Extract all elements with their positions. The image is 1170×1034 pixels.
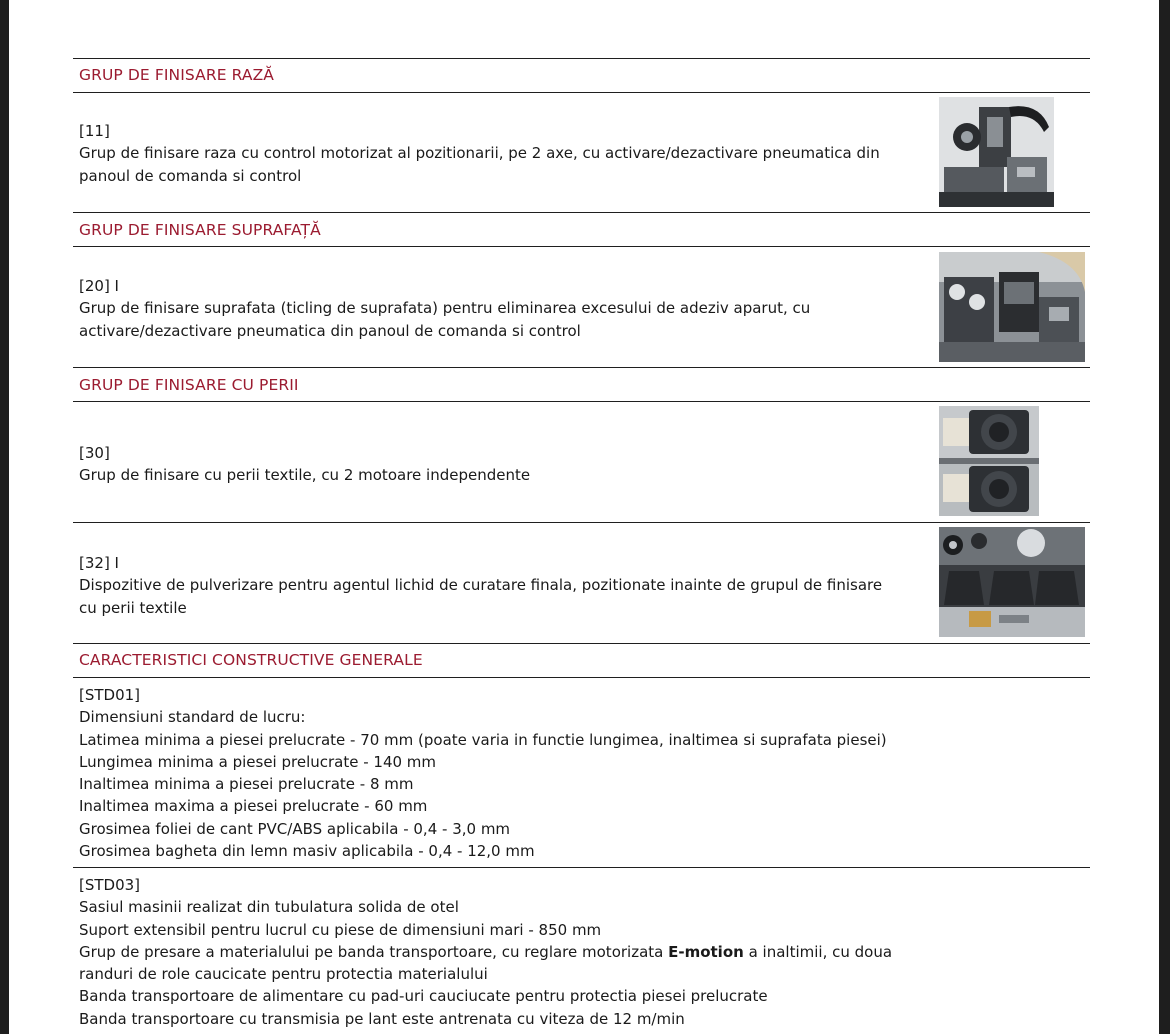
std-code: [STD03] [79, 876, 141, 894]
std-line: Inaltimea maxima a piesei prelucrate - 60 mm [79, 797, 428, 816]
divider [73, 367, 1090, 368]
divider [73, 246, 1090, 247]
std-line: randuri de role caucicate pentru protectia materialului [79, 965, 488, 984]
item-text-line: Grup de finisare suprafata (ticling de suprafata) pentru eliminarea excesului de adeziv aparut, cu [79, 299, 811, 318]
document-page [9, 0, 1159, 1034]
std-line-text: a inaltimii, cu doua [743, 942, 893, 961]
std-line: Inaltimea minima a piesei prelucrate - 8 mm [79, 775, 414, 794]
product-photo-raza [939, 97, 1054, 207]
item-20 [79, 275, 919, 342]
std-line: Lungimea minima a piesei prelucrate - 140 mm [79, 752, 437, 771]
divider [73, 643, 1090, 644]
std01-block [79, 684, 887, 862]
std-line: Banda transportoare cu transmisia pe lant este antrenata cu viteza de 12 m/min [79, 1009, 685, 1028]
std-code: [STD01] [79, 686, 141, 704]
item-text-line: cu perii textile [79, 598, 187, 617]
std-line: Dimensiuni standard de lucru: [79, 708, 306, 727]
item-text-line: activare/dezactivare pneumatica din panoul de comanda si control [79, 321, 581, 340]
section-title-perii: GRUP DE FINISARE CU PERII [79, 376, 299, 394]
divider [73, 522, 1090, 523]
item-11 [79, 120, 919, 187]
section-title-raza: GRUP DE FINISARE RAZĂ [79, 66, 274, 84]
std-line-text: Grup de presare a materialului pe banda transportoare, cu reglare motorizata [79, 942, 669, 961]
section-title-suprafata: GRUP DE FINISARE SUPRAFAȚĂ [79, 221, 321, 239]
std-line [79, 941, 892, 963]
item-text-line: Grup de finisare cu perii textile, cu 2 motoare independente [79, 466, 531, 485]
item-text-line: panoul de comanda si control [79, 166, 302, 185]
std-line: Grosimea foliei de cant PVC/ABS aplicabila - 0,4 - 3,0 mm [79, 819, 511, 838]
divider [73, 212, 1090, 213]
std-line: Sasiul masinii realizat din tubulatura solida de otel [79, 898, 459, 917]
divider [73, 867, 1090, 868]
item-code: [11] [79, 122, 110, 140]
item-code: [32] I [79, 554, 119, 572]
std-line: Suport extensibil pentru lucrul cu piese de dimensiuni mari - 850 mm [79, 920, 602, 939]
product-photo-pulverizare [939, 527, 1085, 637]
item-text-line: Dispozitive de pulverizare pentru agentul lichid de curatare finala, pozitionate inainte de grupul de finisare [79, 576, 883, 595]
divider [73, 58, 1090, 59]
divider [73, 92, 1090, 93]
item-code: [30] [79, 444, 110, 462]
item-text-line: Grup de finisare raza cu control motorizat al pozitionarii, pe 2 axe, cu activare/dezactivare pneumatica din [79, 144, 880, 163]
item-30 [79, 442, 919, 487]
divider [73, 677, 1090, 678]
brand-name: E-motion [668, 942, 744, 961]
std-line: Latimea minima a piesei prelucrate - 70 mm (poate varia in functie lungimea, inaltimea si suprafata piesei) [79, 730, 887, 749]
std03-block [79, 874, 892, 1030]
item-32 [79, 552, 919, 619]
product-photo-suprafata [939, 252, 1085, 362]
std-line: Grosimea bagheta din lemn masiv aplicabila - 0,4 - 12,0 mm [79, 842, 535, 861]
divider [73, 401, 1090, 402]
item-code: [20] I [79, 277, 119, 295]
section-title-caracteristici: CARACTERISTICI CONSTRUCTIVE GENERALE [79, 651, 423, 669]
product-photo-perii [939, 406, 1039, 516]
std-line: Banda transportoare de alimentare cu pad-uri cauciucate pentru protectia piesei prelucrate [79, 987, 768, 1006]
